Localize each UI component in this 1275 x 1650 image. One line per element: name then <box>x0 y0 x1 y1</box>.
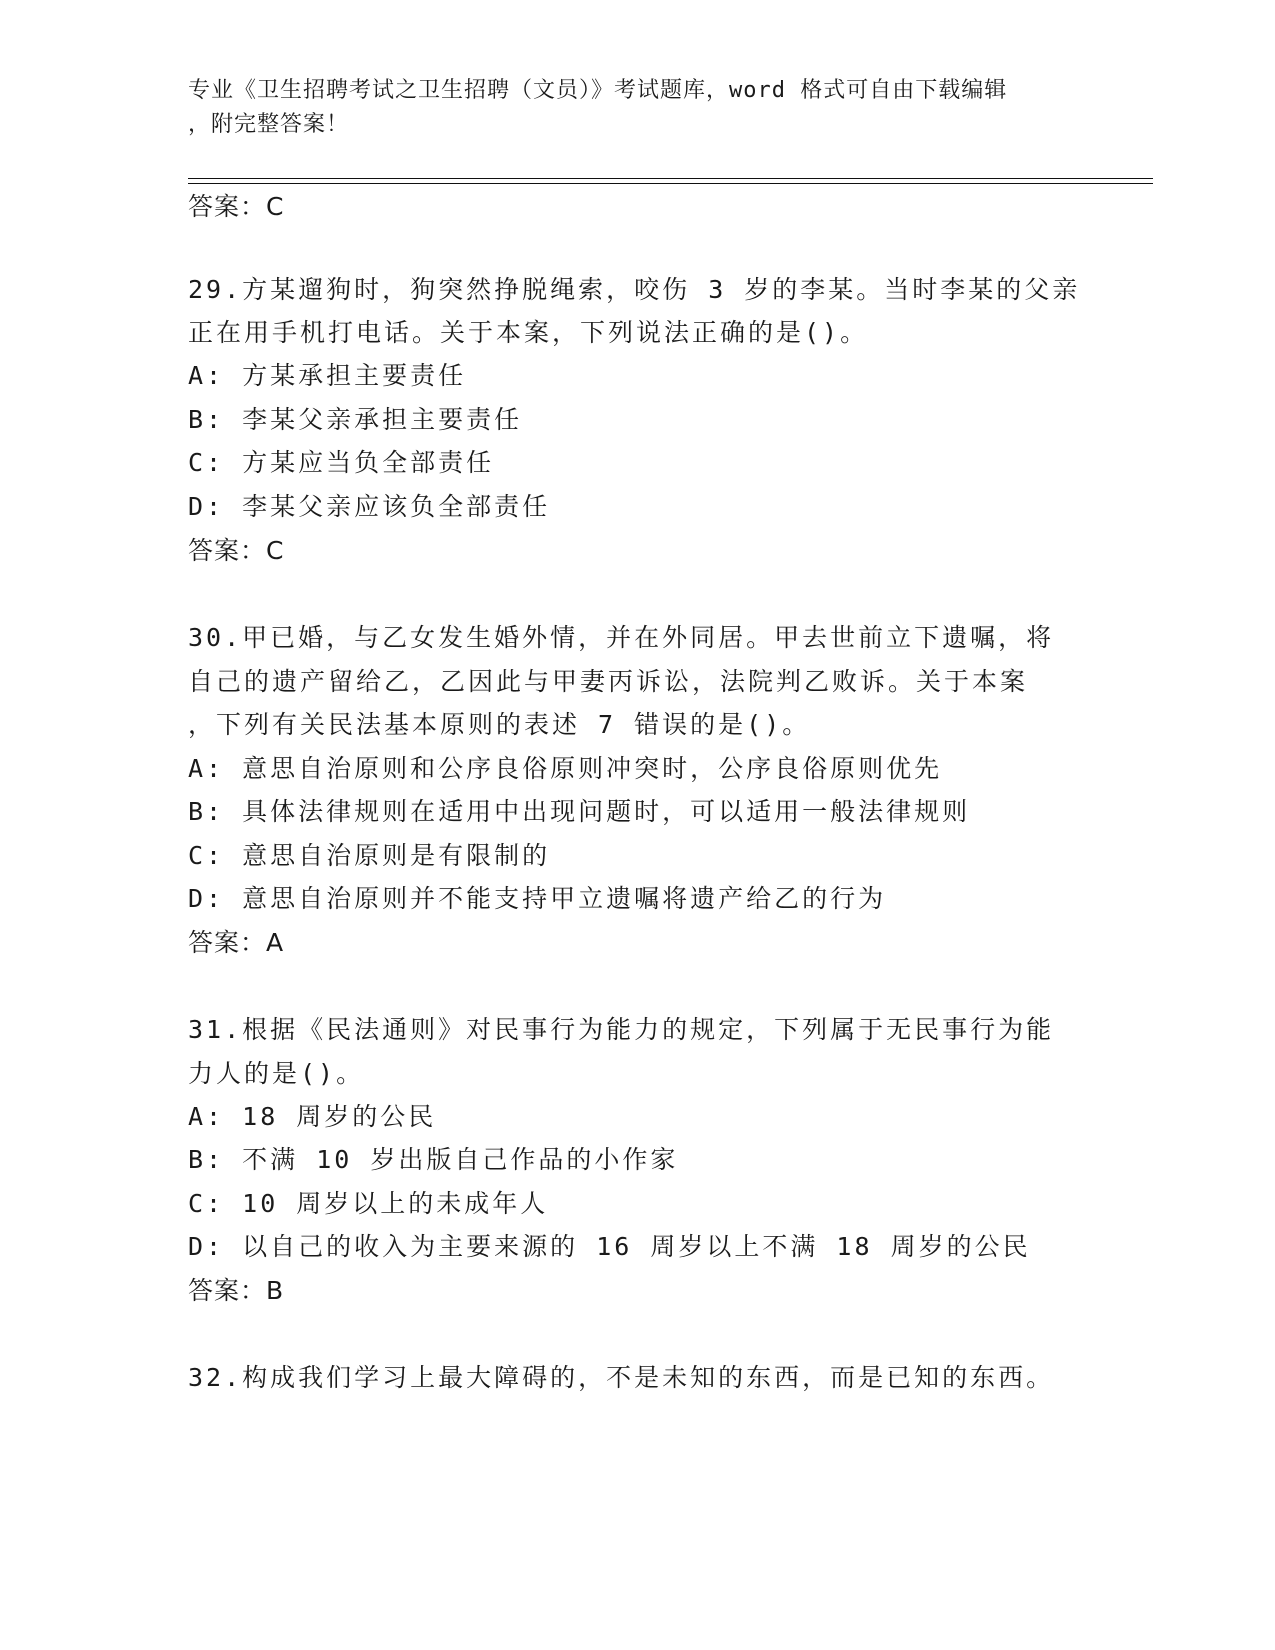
question-31-option-b: B: 不满 10 岁出版自己作品的小作家 <box>188 1145 679 1174</box>
question-31-text-2: 力人的是()。 <box>188 1059 365 1088</box>
previous-answer: 答案：C <box>188 192 285 221</box>
question-29-option-d: D: 李某父亲应该负全部责任 <box>188 492 551 521</box>
header-line-1: 专业《卫生招聘考试之卫生招聘（文员）》考试题库，word 格式可自由下载编辑 <box>188 78 1008 103</box>
question-30-text-1: 30.甲已婚，与乙女发生婚外情，并在外同居。甲去世前立下遗嘱，将 <box>188 623 1055 652</box>
header-line-2: ，附完整答案！ <box>188 112 350 137</box>
question-29-text-1: 29.方某遛狗时，狗突然挣脱绳索，咬伤 3 岁的李某。当时李某的父亲 <box>188 275 1081 304</box>
question-30-option-d: D: 意思自治原则并不能支持甲立遗嘱将遗产给乙的行为 <box>188 884 887 913</box>
question-29-answer: 答案：C <box>188 536 285 565</box>
document-header <box>188 74 1088 142</box>
question-30-answer: 答案：A <box>188 928 285 957</box>
question-29-text-2: 正在用手机打电话。关于本案，下列说法正确的是()。 <box>188 318 869 347</box>
question-29-option-a: A: 方某承担主要责任 <box>188 361 467 390</box>
question-30-option-b: B: 具体法律规则在适用中出现问题时，可以适用一般法律规则 <box>188 797 971 826</box>
question-30-option-a: A: 意思自治原则和公序良俗原则冲突时，公序良俗原则优先 <box>188 754 943 783</box>
question-30-option-c: C: 意思自治原则是有限制的 <box>188 841 551 870</box>
header-divider-top <box>188 178 1153 179</box>
question-32-text-1: 32.构成我们学习上最大障碍的，不是未知的东西，而是已知的东西。 <box>188 1363 1055 1392</box>
question-31-option-d: D: 以自己的收入为主要来源的 16 周岁以上不满 18 周岁的公民 <box>188 1232 1031 1261</box>
header-divider-bottom <box>188 183 1153 184</box>
question-30-text-2: 自己的遗产留给乙，乙因此与甲妻丙诉讼，法院判乙败诉。关于本案 <box>188 667 1029 696</box>
question-29-option-b: B: 李某父亲承担主要责任 <box>188 405 523 434</box>
question-30-text-3: ，下列有关民法基本原则的表述 7 错误的是()。 <box>188 710 811 739</box>
question-31-option-c: C: 10 周岁以上的未成年人 <box>188 1189 549 1218</box>
question-31-answer: 答案：B <box>188 1276 285 1305</box>
question-31-text-1: 31.根据《民法通则》对民事行为能力的规定，下列属于无民事行为能 <box>188 1015 1055 1044</box>
question-29-option-c: C: 方某应当负全部责任 <box>188 448 495 477</box>
question-31-option-a: A: 18 周岁的公民 <box>188 1102 437 1131</box>
